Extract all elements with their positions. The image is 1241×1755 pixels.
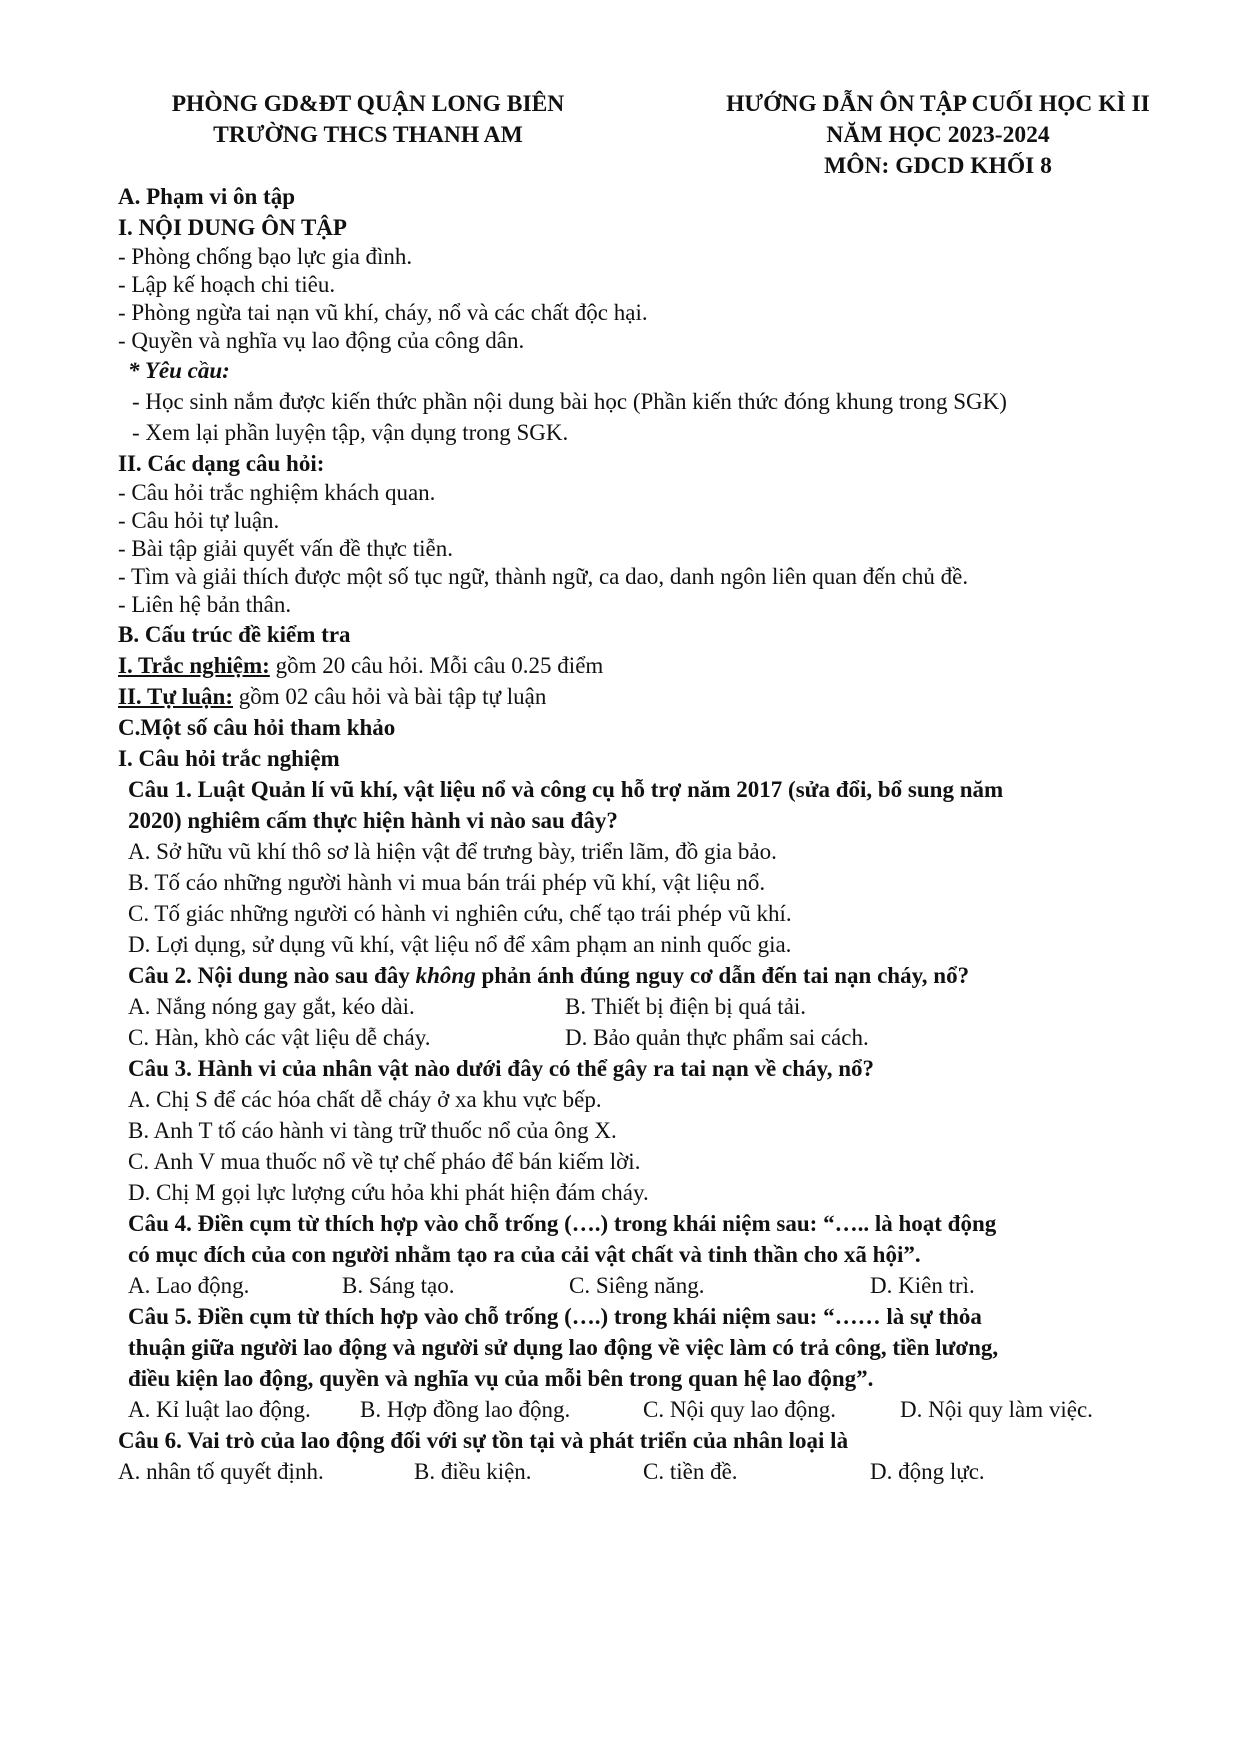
answer-option: D. Chị M gọi lực lượng cứu hỏa khi phát hiện đám cháy. (128, 1180, 649, 1205)
answer-row (118, 1394, 1198, 1425)
structure-text: gồm 20 câu hỏi. Mỗi câu 0.25 điểm (269, 653, 604, 678)
structure-line-mcq (118, 650, 1198, 681)
list-item: - Câu hỏi tự luận. (118, 508, 280, 533)
answer-option: C. Nội quy lao động. (643, 1397, 836, 1422)
answer-option: C. Anh V mua thuốc nổ về tự chế pháo để bán kiếm lời. (128, 1149, 641, 1174)
requirements-title: * Yêu cầu: (128, 358, 230, 383)
section-a-part1-title: I. NỘI DUNG ÔN TẬP (118, 215, 347, 240)
requirement-item: - Xem lại phần luyện tập, vận dụng trong SGK. (132, 420, 569, 445)
answer-option: B. Hợp đồng lao động. (360, 1397, 571, 1422)
answer-option: A. Lao động. (128, 1273, 250, 1298)
answer-option: A. Nắng nóng gay gắt, kéo dài. (128, 994, 415, 1019)
answer-option: D. Kiên trì. (870, 1273, 975, 1298)
question-1-text-cont: 2020) nghiêm cấm thực hiện hành vi nào sau đây? (128, 808, 618, 833)
answer-option: C. Tố giác những người có hành vi nghiên cứu, chế tạo trái phép vũ khí. (128, 901, 792, 926)
answer-row (118, 991, 1198, 1022)
question-2-post: phản ánh đúng nguy cơ dẫn đến tai nạn cháy, nổ? (475, 963, 970, 988)
answer-option: B. Anh T tố cáo hành vi tàng trữ thuốc nổ của ông X. (128, 1118, 617, 1143)
department-name: PHÒNG GD&ĐT QUẬN LONG BIÊN (171, 91, 565, 117)
answer-option: C. Siêng năng. (569, 1273, 705, 1298)
answer-row (118, 1022, 1198, 1053)
school-year: NĂM HỌC 2023-2024 (826, 122, 1050, 148)
answer-option: A. nhân tố quyết định. (118, 1459, 324, 1484)
question-6-text: Câu 6. Vai trò của lao động đối với sự tồn tại và phát triển của nhân loại là (118, 1428, 849, 1453)
question-5-text-cont: điều kiện lao động, quyền và nghĩa vụ của mỗi bên trong quan hệ lao động”. (128, 1366, 874, 1391)
answer-option: D. động lực. (870, 1459, 985, 1484)
answer-option: A. Kỉ luật lao động. (128, 1397, 311, 1422)
header-left (118, 89, 618, 151)
question-2-emphasis: không (415, 963, 476, 988)
question-5-text-cont: thuận giữa người lao động và người sử dụng lao động về việc làm có trả công, tiền lương, (128, 1335, 999, 1360)
question-3-text: Câu 3. Hành vi của nhân vật nào dưới đây có thể gây ra tai nạn về cháy, nổ? (128, 1056, 875, 1081)
answer-option: B. Tố cáo những người hành vi mua bán trái phép vũ khí, vật liệu nổ. (128, 870, 766, 895)
list-item: - Bài tập giải quyết vấn đề thực tiễn. (118, 536, 454, 561)
answer-option: D. Bảo quản thực phẩm sai cách. (565, 1025, 869, 1050)
answer-row (118, 1456, 1198, 1487)
list-item: - Quyền và nghĩa vụ lao động của công dân. (118, 328, 525, 353)
school-name: TRƯỜNG THCS THANH AM (213, 122, 523, 148)
list-item: - Lập kế hoạch chi tiêu. (118, 272, 336, 297)
question-2-pre: Câu 2. Nội dung nào sau đây (128, 963, 416, 988)
answer-option: C. Hàn, khò các vật liệu dễ cháy. (128, 1025, 431, 1050)
question-2-text (118, 960, 1198, 991)
section-c-title: C.Một số câu hỏi tham khảo (118, 715, 396, 740)
document-title: HƯỚNG DẪN ÔN TẬP CUỐI HỌC KÌ II (726, 91, 1150, 117)
answer-option: D. Nội quy làm việc. (900, 1397, 1093, 1422)
structure-label: I. Trắc nghiệm: (118, 653, 270, 678)
requirement-item: - Học sinh nắm được kiến thức phần nội dung bài học (Phần kiến thức đóng khung trong SGK) (132, 389, 1007, 414)
section-c-part1-title: I. Câu hỏi trắc nghiệm (118, 746, 340, 771)
header-right (688, 89, 1188, 182)
answer-option: B. Thiết bị điện bị quá tải. (565, 994, 807, 1019)
list-item: - Câu hỏi trắc nghiệm khách quan. (118, 480, 436, 505)
section-a-title: A. Phạm vi ôn tập (118, 184, 295, 209)
list-item: - Liên hệ bản thân. (118, 592, 292, 617)
question-4-text-cont: có mục đích của con người nhằm tạo ra của cải vật chất và tinh thần cho xã hội”. (128, 1242, 921, 1267)
list-item: - Tìm và giải thích được một số tục ngữ, thành ngữ, ca dao, danh ngôn liên quan đến chủ đề. (118, 564, 969, 589)
question-1-text: Câu 1. Luật Quản lí vũ khí, vật liệu nổ và công cụ hỗ trợ năm 2017 (sửa đổi, bổ sung năm (128, 777, 1004, 802)
list-item: - Phòng ngừa tai nạn vũ khí, cháy, nổ và các chất độc hại. (118, 300, 648, 325)
question-5-text: Câu 5. Điền cụm từ thích hợp vào chỗ trống (….) trong khái niệm sau: “…… là sự thỏa (128, 1304, 982, 1329)
structure-text: gồm 02 câu hỏi và bài tập tự luận (233, 684, 547, 709)
answer-option: B. Sáng tạo. (342, 1273, 455, 1298)
answer-option: B. điều kiện. (414, 1459, 532, 1484)
subject-grade: MÔN: GDCD KHỐI 8 (824, 153, 1052, 179)
structure-label: II. Tự luận: (118, 684, 234, 709)
answer-option: A. Chị S để các hóa chất dễ cháy ở xa khu vực bếp. (128, 1087, 602, 1112)
structure-line-essay (118, 681, 1198, 712)
list-item: - Phòng chống bạo lực gia đình. (118, 244, 413, 269)
section-b-title: B. Cấu trúc đề kiểm tra (118, 622, 351, 647)
document-body (118, 181, 1198, 1487)
answer-option: D. Lợi dụng, sử dụng vũ khí, vật liệu nổ để xâm phạm an ninh quốc gia. (128, 932, 792, 957)
answer-option: C. tiền đề. (643, 1459, 738, 1484)
section-a-part2-title: II. Các dạng câu hỏi: (118, 451, 325, 476)
answer-row (118, 1270, 1198, 1301)
answer-option: A. Sở hữu vũ khí thô sơ là hiện vật để trưng bày, triển lãm, đồ gia bảo. (128, 839, 777, 864)
question-4-text: Câu 4. Điền cụm từ thích hợp vào chỗ trống (….) trong khái niệm sau: “….. là hoạt động (128, 1211, 997, 1236)
